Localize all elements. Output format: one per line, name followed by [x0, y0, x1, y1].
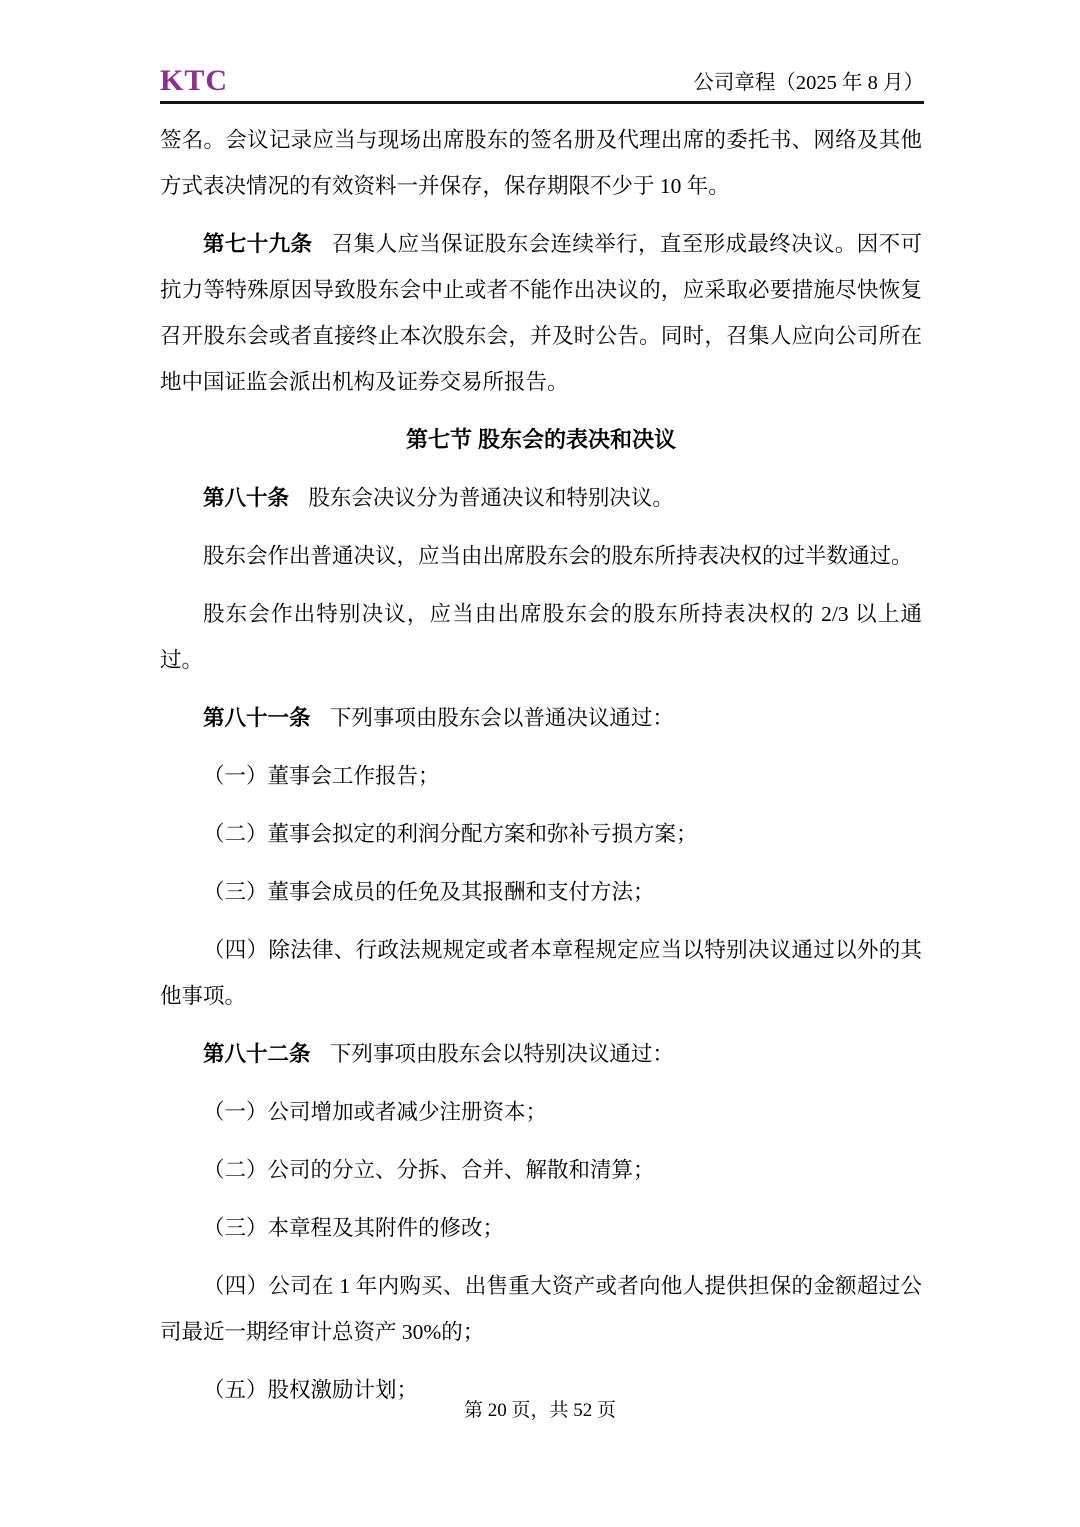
paragraph-text: （二）董事会拟定的利润分配方案和弥补亏损方案； [203, 822, 698, 846]
article-paragraph [160, 221, 922, 405]
body-paragraph [160, 533, 922, 579]
article-paragraph [160, 475, 922, 521]
article-number: 第八十条 [203, 486, 290, 510]
paragraph-text: 第七节 股东会的表决和决议 [405, 427, 677, 452]
paragraph-text: 下列事项由股东会以普通决议通过： [329, 706, 674, 730]
body-paragraph [160, 811, 922, 857]
paragraph-text: （一）公司增加或者减少注册资本； [203, 1100, 548, 1124]
paragraph-text: 签名。会议记录应当与现场出席股东的签名册及代理出席的委托书、网络及其他方式表决情况的有效资料一并保存，保存期限不少于 10 年。 [160, 128, 922, 198]
page-header [160, 0, 924, 98]
page-footer [0, 1396, 1080, 1426]
paragraph-text: 股东会决议分为普通决议和特别决议。 [308, 486, 674, 510]
article-number: 第八十二条 [203, 1042, 311, 1066]
article-paragraph [160, 695, 922, 741]
header-doc-title: 公司章程（2025 年 8 月） [693, 72, 924, 94]
body-paragraph [160, 753, 922, 799]
body-paragraph [160, 1205, 922, 1251]
paragraph-text: （三）本章程及其附件的修改； [203, 1216, 505, 1240]
paragraph-text: 召集人应当保证股东会连续举行，直至形成最终决议。因不可抗力等特殊原因导致股东会中止或者不能作出决议的，应采取必要措施尽快恢复召开股东会或者直接终止本次股东会，并及时公告。同时，召集人应向公司所在地中国证监会派出机构及证券交易所报告。 [160, 232, 922, 394]
body-paragraph [160, 1263, 922, 1355]
page-number: 第 20 页，共 52 页 [463, 1400, 616, 1421]
paragraph-text: 下列事项由股东会以特别决议通过： [329, 1042, 674, 1066]
paragraph-text: 股东会作出普通决议，应当由出席股东会的股东所持表决权的过半数通过。 [203, 544, 913, 568]
body-paragraph [160, 927, 922, 1019]
article-paragraph [160, 1031, 922, 1077]
section-heading [160, 417, 922, 463]
paragraph-text: （五）股权激励计划； [203, 1378, 419, 1402]
article-number: 第八十一条 [203, 706, 311, 730]
body-paragraph [160, 1147, 922, 1193]
article-number: 第七十九条 [203, 232, 313, 256]
body-paragraph [160, 869, 922, 915]
header-divider [160, 101, 924, 104]
body-paragraph [160, 117, 922, 209]
paragraph-text: （三）董事会成员的任免及其报酬和支付方法； [203, 880, 655, 904]
document-body [160, 117, 922, 1425]
company-logo: KTC [160, 64, 229, 97]
body-paragraph [160, 1089, 922, 1135]
paragraph-text: （四）公司在 1 年内购买、出售重大资产或者向他人提供担保的金额超过公司最近一期经审计总资产 30%的； [160, 1274, 922, 1344]
body-paragraph [160, 591, 922, 683]
paragraph-text: （一）董事会工作报告； [203, 764, 440, 788]
paragraph-text: （四）除法律、行政法规规定或者本章程规定应当以特别决议通过以外的其他事项。 [160, 938, 922, 1008]
paragraph-text: 股东会作出特别决议，应当由出席股东会的股东所持表决权的 2/3 以上通过。 [160, 602, 922, 672]
paragraph-text: （二）公司的分立、分拆、合并、解散和清算； [203, 1158, 655, 1182]
